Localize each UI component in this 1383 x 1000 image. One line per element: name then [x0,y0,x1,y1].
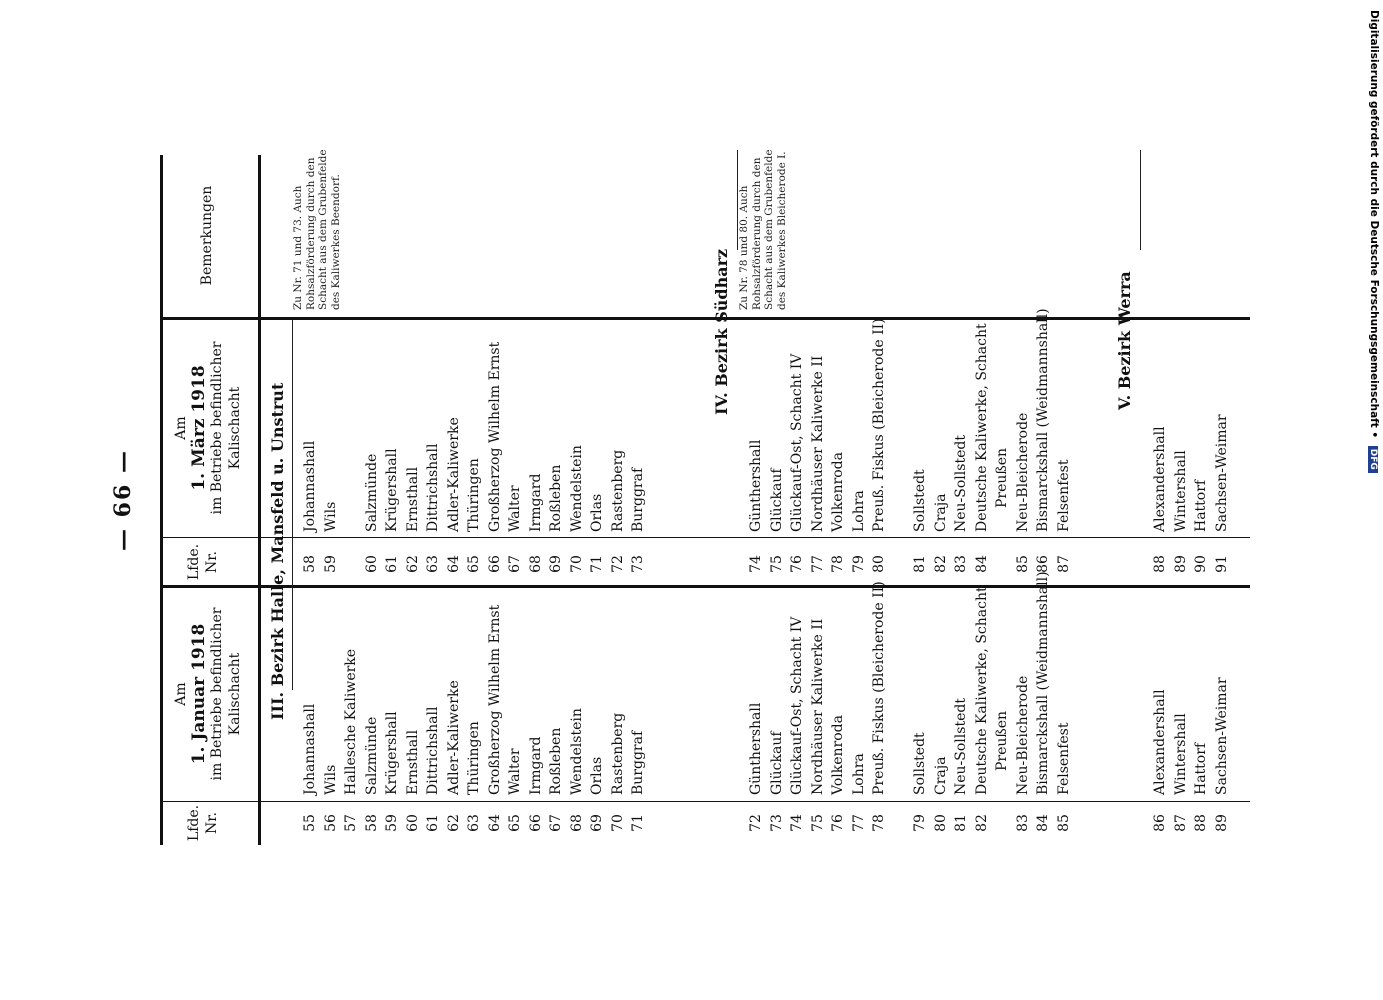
shaft-name: Preußen [994,447,1010,508]
shaft-name: Rastenberg [609,712,626,795]
shaft-name: Thüringen [466,721,482,795]
row-number: 84 [973,555,990,573]
shaft-name: Irmgard [527,473,544,532]
row-number: 87 [1055,555,1072,573]
row-number: 75 [768,555,785,573]
row-number: 70 [609,814,626,832]
shaft-name: Deutsche Kaliwerke, Schacht [973,323,990,532]
shaft-name: Volkenroda [830,452,846,532]
shaft-name: Irmgard [527,736,544,795]
row-number: 64 [445,555,462,573]
row-number: 91 [1213,555,1230,573]
row-number: 55 [302,814,318,832]
row-number: 72 [748,814,764,832]
header-left-date: Am 1. Januar 1918 im Betriebe befindlicher Kalischacht [173,607,243,781]
row-number: 79 [850,555,867,573]
shaft-name: Sollstedt [912,469,928,532]
column-divider-thick [160,585,1250,588]
shaft-name: Wils [322,764,339,795]
shaft-name: Neu-Bleicherode [1014,675,1031,795]
shaft-name: Glückauf-Ost, Schacht IV [789,353,805,532]
row-number: 61 [425,814,441,832]
shaft-name: Roßleben [548,464,564,532]
shaft-name: Ernsthall [404,466,421,532]
shaft-name: Sachsen-Weimar [1213,414,1230,532]
shaft-name: Neu-Sollstedt [953,435,969,532]
shaft-name: Sollstedt [912,732,928,795]
row-number: 78 [830,555,846,573]
shaft-name: Preuß. Fiskus (Bleicherode II) [871,581,887,795]
row-number: 63 [425,555,441,573]
shaft-name: Bismarckshall (Weidmannshall) [1035,308,1051,532]
shaft-name: Burggraf [630,730,646,795]
shaft-name: Felsenfest [1055,459,1072,532]
shaft-name: Krügershall [384,448,400,532]
shaft-name: Großherzog Wilhelm Ernst [486,604,503,795]
shaft-name: Glückauf [768,731,785,795]
shaft-name: Neu-Bleicherode [1014,412,1031,532]
shaft-name: Wintershall [1172,450,1189,532]
row-number: 71 [630,814,646,832]
digitization-credit: Digitalisierung gefördert durch die Deutsche Forschungsgemeinschaft • DFG [1368,10,1380,473]
shaft-name: Wendelstein [568,708,585,795]
shaft-name: Glückauf [768,468,785,532]
row-number: 62 [445,814,462,832]
row-number: 74 [789,814,805,832]
row-number: 81 [953,814,969,832]
shaft-name: Preuß. Fiskus (Bleicherode II) [871,318,887,532]
row-number: 57 [343,814,359,832]
shaft-name: Hattorf [1193,742,1209,795]
shaft-name: Lohra [850,490,867,532]
shaft-name: Johannashall [302,703,318,795]
shaft-name: Dittrichshall [425,706,441,795]
row-number: 58 [302,555,318,573]
row-number: 73 [630,555,646,573]
shaft-name: Rastenberg [609,449,626,532]
row-number: 66 [486,555,503,573]
row-number: 56 [322,814,339,832]
row-number: 86 [1152,814,1168,832]
section-title-iv: IV. Bezirk Südharz [712,248,731,415]
shaft-name: Adler-Kaliwerke [445,680,462,795]
remark-note-iv: Zu Nr. 78 und 80. Auch Rohsalzförderung durch den Schacht aus dem Grubenfelde des Kaliwerkes Bleicherode I. [738,149,788,310]
row-number: 85 [1014,555,1031,573]
shaft-name: Wendelstein [568,445,585,532]
row-number: 67 [507,555,523,573]
header-top-rule [160,155,163,845]
header-lfd-nr-left: Lfde. Nr. [186,804,220,842]
row-number: 82 [973,814,990,832]
row-number: 60 [404,814,421,832]
shaft-name: Wils [322,501,339,532]
shaft-name: Dittrichshall [425,443,441,532]
row-number: 84 [1035,814,1051,832]
shaft-name: Wintershall [1172,713,1189,795]
row-number: 72 [609,555,626,573]
header-lfd-nr-right: Lfde. Nr. [186,543,220,581]
shaft-name: Großherzog Wilhelm Ernst [486,341,503,532]
row-number: 79 [912,814,928,832]
row-number: 62 [404,555,421,573]
shaft-name: Salzmünde [363,716,380,795]
shaft-name: Johannashall [302,440,318,532]
row-number: 65 [507,814,523,832]
section-rule [292,320,293,690]
shaft-name: Deutsche Kaliwerke, Schacht [973,586,990,795]
row-number: 59 [322,555,339,573]
row-number: 68 [568,814,585,832]
shaft-name: Orlas [589,493,605,532]
column-divider [160,801,1250,802]
section-rule [1140,150,1141,250]
shaft-name: Felsenfest [1055,722,1072,795]
shaft-name: Thüringen [466,458,482,532]
header-bottom-rule [258,155,261,845]
shaft-name: Roßleben [548,727,564,795]
row-number: 87 [1172,814,1189,832]
row-number: 81 [912,555,928,573]
shaft-name: Neu-Sollstedt [953,698,969,795]
shaft-name: Nordhäuser Kaliwerke II [809,618,826,795]
row-number: 82 [932,555,949,573]
shaft-name: Craja [932,493,949,532]
row-number: 88 [1193,814,1209,832]
remark-note-iii: Zu Nr. 71 und 73. Auch Rohsalzförderung durch den Schacht aus dem Grubenfelde des Kaliwerkes Beendorf. [292,149,342,310]
row-number: 67 [548,814,564,832]
section-title-v: V. Bezirk Werra [1115,271,1134,410]
row-number: 89 [1172,555,1189,573]
shaft-name: Adler-Kaliwerke [445,417,462,532]
row-number: 60 [363,555,380,573]
row-number: 80 [932,814,949,832]
row-number: 78 [871,814,887,832]
shaft-name: Ernsthall [404,729,421,795]
column-divider-thick [160,317,1250,320]
shaft-name: Hallesche Kaliwerke [343,648,359,795]
column-divider [160,537,1250,538]
shaft-name: Volkenroda [830,715,846,795]
shaft-name: Walter [507,748,523,795]
row-number: 66 [527,814,544,832]
row-number: 90 [1193,555,1209,573]
shaft-name: Salzmünde [363,453,380,532]
row-number: 86 [1035,555,1051,573]
row-number: 77 [850,814,867,832]
shaft-name: Günthershall [748,439,764,532]
row-number: 85 [1055,814,1072,832]
shaft-name: Burggraf [630,467,646,532]
header-remarks: Bemerkungen [199,185,215,286]
shaft-name: Günthershall [748,702,764,795]
shaft-name: Bismarckshall (Weidmannshall) [1035,571,1051,795]
shaft-name: Sachsen-Weimar [1213,677,1230,795]
row-number: 76 [830,814,846,832]
shaft-name: Alexandershall [1152,689,1168,795]
row-number: 68 [527,555,544,573]
row-number: 88 [1152,555,1168,573]
header-right-date: Am 1. März 1918 im Betriebe befindlicher Kalischacht [173,341,243,515]
dfg-logo-icon: DFG [1368,446,1378,473]
shaft-name: Craja [932,756,949,795]
row-number: 75 [809,814,826,832]
row-number: 70 [568,555,585,573]
row-number: 58 [363,814,380,832]
row-number: 74 [748,555,764,573]
row-number: 61 [384,555,400,573]
shaft-name: Hattorf [1193,479,1209,532]
page-number: — 66 — [110,449,136,551]
shaft-name: Alexandershall [1152,426,1168,532]
shaft-name: Preußen [994,710,1010,771]
row-number: 59 [384,814,400,832]
shaft-name: Walter [507,485,523,532]
row-number: 69 [589,814,605,832]
row-number: 89 [1213,814,1230,832]
row-number: 80 [871,555,887,573]
row-number: 76 [789,555,805,573]
row-number: 83 [1014,814,1031,832]
shaft-name: Lohra [850,753,867,795]
row-number: 73 [768,814,785,832]
row-number: 69 [548,555,564,573]
shaft-name: Glückauf-Ost, Schacht IV [789,616,805,795]
shaft-name: Krügershall [384,711,400,795]
section-title-iii: III. Bezirk Halle, Mansfeld u. Unstrut [268,382,287,720]
row-number: 83 [953,555,969,573]
row-number: 77 [809,555,826,573]
row-number: 63 [466,814,482,832]
shaft-name: Orlas [589,756,605,795]
shaft-name: Nordhäuser Kaliwerke II [809,355,826,532]
row-number: 65 [466,555,482,573]
row-number: 64 [486,814,503,832]
row-number: 71 [589,555,605,573]
